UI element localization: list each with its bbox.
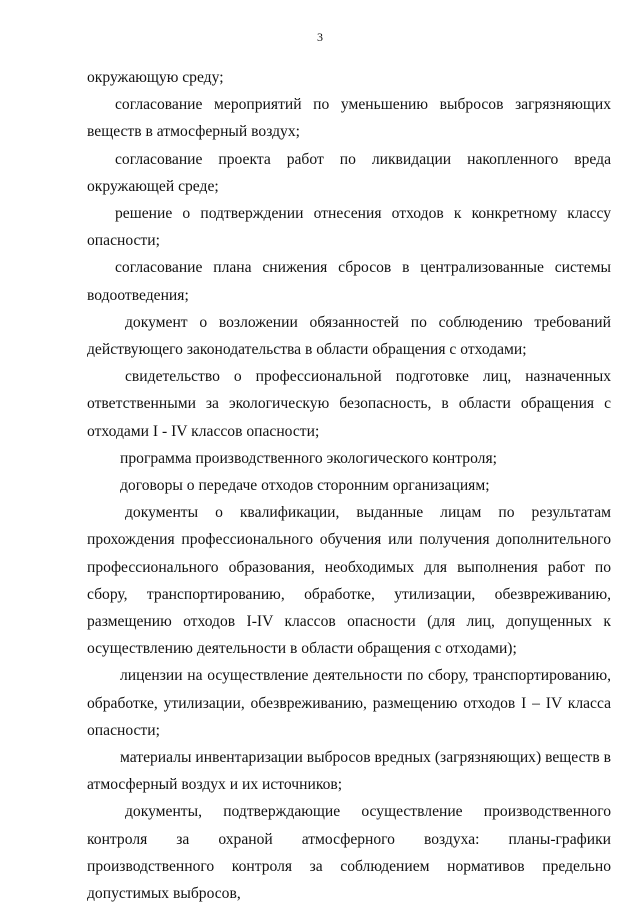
paragraph-4: решение о подтверждении отнесения отходов к конкретному классу опасности;	[87, 205, 611, 250]
paragraph-6: документ о возложении обязанностей по соблюдению требований действующего законодательства в области обращения с отходами;	[87, 313, 611, 359]
paragraph-2: согласование мероприятий по уменьшению выбросов загрязняющих веществ в атмосферный воздух;	[87, 96, 611, 141]
paragraph-13: документы, подтверждающие осуществление производственного контроля за охраной атмосферного воздуха: планы-графики производственного контроля за соблюдением нормативов предельно допустимых выбросов,	[87, 803, 611, 903]
paragraph-10: документы о квалификации, выданные лицам по результатам прохождения профессионального обучения или получения дополнительного профессионального образования, необходимых для выполнения работ по сбору, транспортированию, обработке, утилизации, обезвреживанию, размещению отходов I-IV классов опасности (для лиц, допущенных к осуществлению деятельности в области обращения с отходами);	[87, 504, 611, 658]
document-body	[87, 64, 611, 907]
paragraph-7: свидетельство о профессиональной подготовке лиц, назначенных ответственными за экологическую безопасность, в области обращения с отходами I - IV классов опасности;	[87, 368, 611, 440]
page-number: 3	[317, 30, 323, 44]
paragraph-1: окружающую среду;	[87, 69, 224, 86]
paragraph-8: программа производственного экологического контроля;	[120, 449, 497, 467]
paragraph-9: договоры о передаче отходов сторонним организациям;	[120, 477, 490, 495]
paragraph-12: материалы инвентаризации выбросов вредных (загрязняющих) веществ в атмосферный воздух и их источников;	[87, 749, 611, 794]
paragraph-3: согласование проекта работ по ликвидации накопленного вреда окружающей среде;	[87, 150, 611, 195]
paragraph-11: лицензии на осуществление деятельности по сбору, транспортированию, обработке, утилизации, обезвреживанию, размещению отходов I – IV класса опасности;	[87, 667, 611, 739]
paragraph-5: согласование плана снижения сбросов в централизованные системы водоотведения;	[87, 259, 611, 304]
